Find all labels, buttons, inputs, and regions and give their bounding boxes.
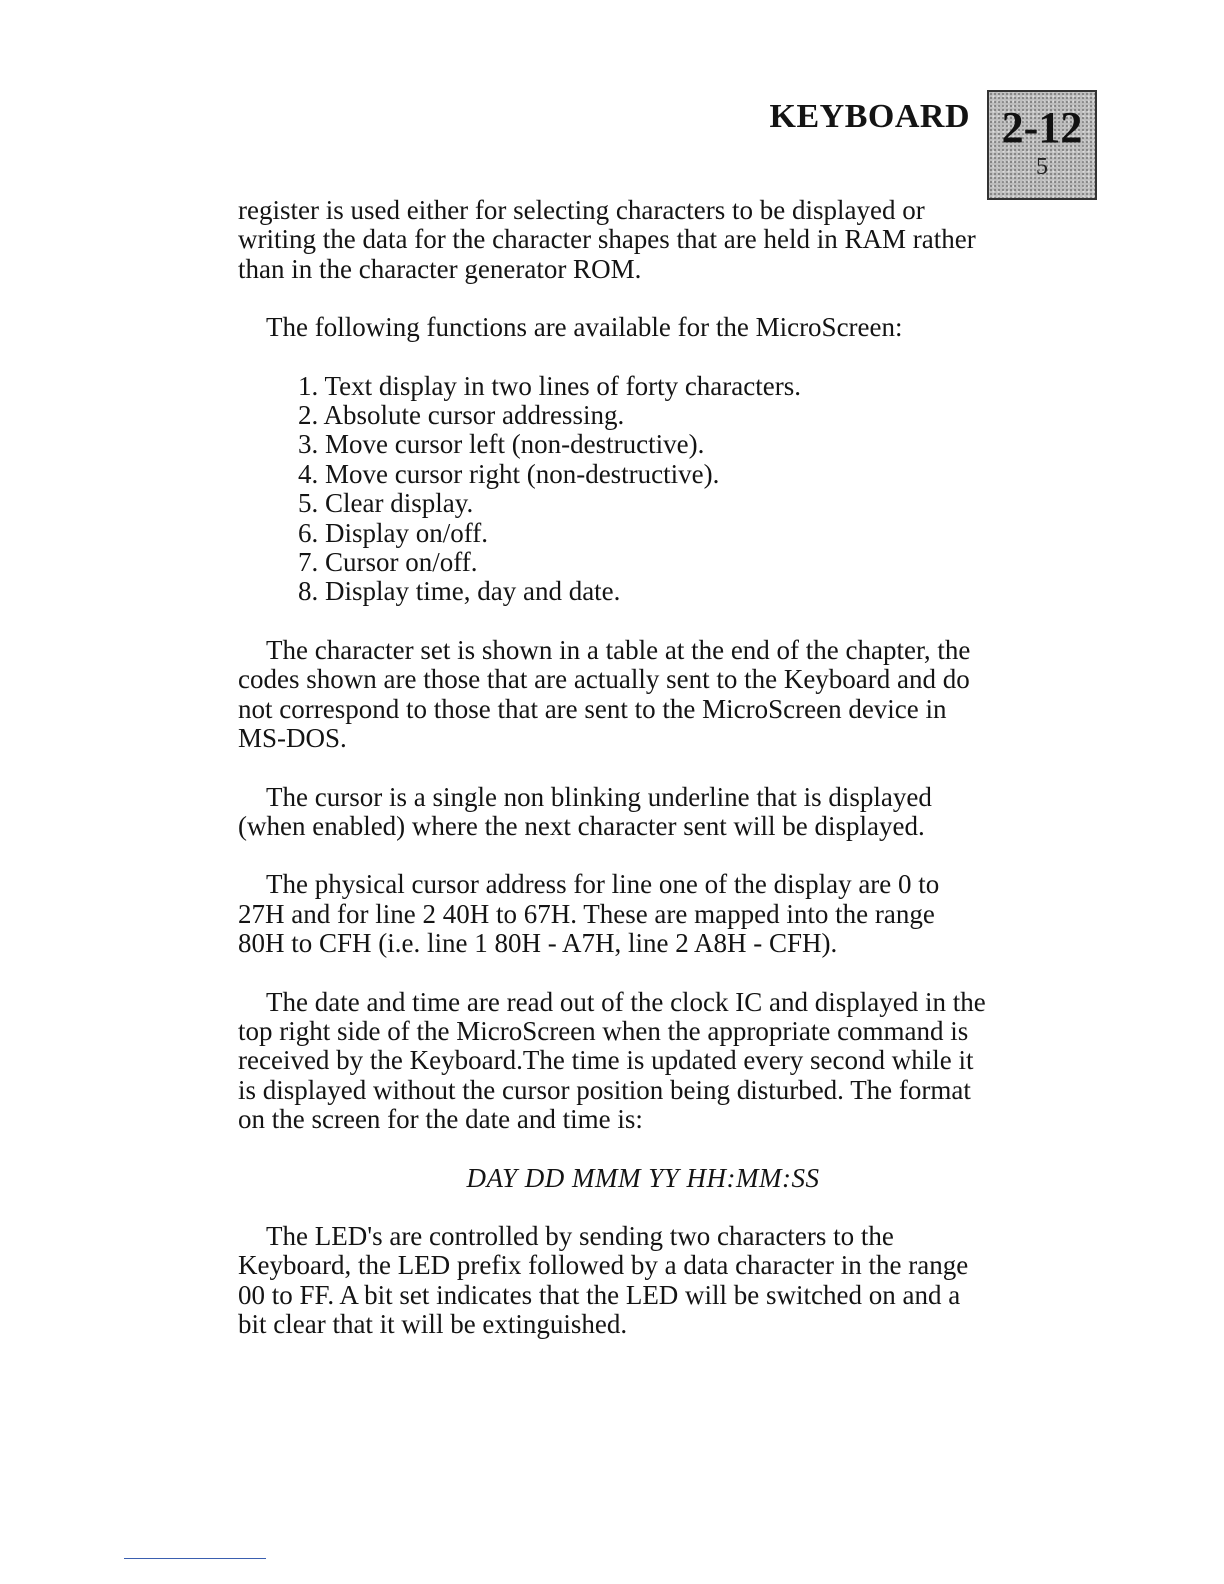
intro-paragraph: register is used either for selecting characters to be displayed or writing the data for the character shapes that are held in RAM rather than in the character generator ROM. bbox=[238, 195, 976, 284]
list-item: 1. Text display in two lines of forty characters. bbox=[298, 370, 801, 401]
chapter-tab-subnumber: 5 bbox=[1036, 154, 1048, 180]
address-paragraph: The physical cursor address for line one of the display are 0 to 27H and for line 2 40H to 67H. These are mapped into the range 80H to CFH (i.e. line 1 80H - A7H, line 2 A8H - CFH). bbox=[238, 869, 940, 959]
list-item: 5. Clear display. bbox=[298, 488, 474, 519]
charset-paragraph: The character set is shown in a table at the end of the chapter, the codes shown are those that are actually sent to the Keyboard and do not correspond to those that are sent to the MicroScreen device in MS-DOS. bbox=[238, 634, 971, 754]
led-paragraph: The LED's are controlled by sending two characters to the Keyboard, the LED prefix followed by a data character in the range 00 to FF. A bit set indicates that the LED will be switched on and a bit clear that it will be extinguished. bbox=[238, 1220, 969, 1340]
list-item: 7. Cursor on/off. bbox=[298, 547, 478, 578]
page-body bbox=[238, 196, 988, 1340]
list-item: 2. Absolute cursor addressing. bbox=[298, 400, 625, 431]
list-item: 6. Display on/off. bbox=[298, 517, 488, 548]
list-item: 4. Move cursor right (non-destructive). bbox=[298, 458, 720, 489]
chapter-tab bbox=[987, 90, 1097, 200]
list-item: 8. Display time, day and date. bbox=[298, 576, 621, 607]
list-item: 3. Move cursor left (non-destructive). bbox=[298, 429, 705, 460]
footer-rule bbox=[124, 1558, 266, 1559]
section-title: KEYBOARD bbox=[769, 98, 970, 135]
functions-intro-paragraph: The following functions are available for the MicroScreen: bbox=[266, 312, 903, 343]
datetime-paragraph: The date and time are read out of the clock IC and displayed in the top right side of the MicroScreen when the appropriate command is received by the Keyboard.The time is updated every second while it is displayed without the cursor position being disturbed. The format on the screen for the date and time is: bbox=[238, 986, 986, 1135]
datetime-format: DAY DD MMM YY HH:MM:SS bbox=[466, 1162, 820, 1193]
cursor-paragraph: The cursor is a single non blinking underline that is displayed (when enabled) where the next character sent will be displayed. bbox=[238, 781, 932, 841]
functions-list bbox=[238, 372, 988, 607]
chapter-tab-number: 2-12 bbox=[1001, 103, 1083, 152]
